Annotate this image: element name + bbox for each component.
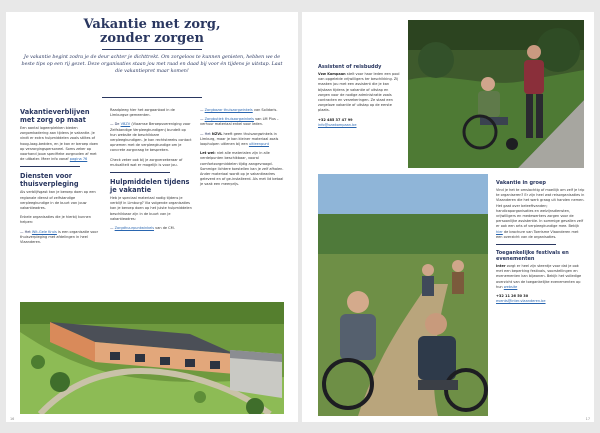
left-page — [6, 12, 298, 422]
link-wit-gele-kruis[interactable]: Wit-Gele Kruis — [31, 229, 57, 234]
heading-vakantieverblijven: Vakantieverblijven met zorg op maat — [20, 108, 90, 124]
heading-festivals: Toegankelijke festivals en evenementen — [496, 250, 569, 263]
text: Vind je het te omslachtig of moeilijk om zelf je trip te organiseren? Er zijn heel wat reisorganisaties in Vlaanderen die het werk graag uit handen nemen. Het gaat over beleeftvanden; handicaporganisaties en welzijnsdiensten, vrijwilligers en medewerkers zorgen voor de persoonlijke assistentie. In sommige gevallen zelf er ook een arts of verpleegkundige mee. Bekijk — [496, 188, 585, 229]
text: Inter — [496, 264, 506, 269]
page-title-line-1: Vakantie met zorg, — [83, 17, 221, 32]
section-right-column — [496, 180, 586, 304]
link-zorgdhuurpuntwinkels[interactable]: Zorgdhuurpuntwinkels — [114, 226, 155, 231]
heading-vakantie-in-groep: Vakantie in groep — [496, 180, 546, 186]
link-vbzv[interactable]: VBZV — [120, 122, 131, 127]
column-3 — [200, 108, 284, 192]
text: Een aantal logeerplekken bieden zorgomkadering aan tijdens je vakantie. Je vindt er extra hulpmiddelen zoals stiltes of hoog-laag-bedden, en je kan er beroep doen op verzorgingspersoneel. Soms zeker op voorhand jouw specifieke zorgnoden af met de uitbater. Meer info vanaf — [20, 126, 99, 162]
page-number: 16 — [10, 417, 15, 421]
paragraph — [496, 188, 586, 240]
paragraph: Als verblijfsgast kan je beroep doen op een regionale dienst of zelfstandige verpleegkundige in de buurt van jouw vakantieadres. — [20, 190, 96, 211]
photo-care-building — [20, 302, 284, 414]
text: (Vlaamse Beroepsvereniging voor Zelfstandige Verpleegkundigen) bundelt op hun website de beschikbare verpleegkundigen. Je kan rechtstreeks contact opnemen met de verpleegkundige om je concrete zorgvraag te bespreken. — [110, 122, 192, 153]
heading-assistent: Assistent of reisbuddy — [318, 64, 382, 70]
title-divider — [102, 49, 202, 50]
paragraph — [200, 151, 284, 187]
paragraph — [200, 132, 284, 148]
intro-text: Je vakantie begint zodra je de deur achter je dichttrekt. Om zorgeloos te kunnen genieten, hebben we de beste tips op een rij gezet. Deze organisaties staan jou met raad en daad bij voor én tijdens je uitstap. Laat die vakantiepret maar komen! — [21, 55, 283, 74]
text: heeft geen thuiszorgwinkels in Limburg, maar je kan kleiner materiaal zoals loophulpen uitlenen bij een — [200, 131, 279, 147]
right-page — [302, 12, 594, 422]
paragraph — [200, 117, 284, 127]
text: NZVL — [211, 131, 223, 136]
paragraph: Check zeker ook bij je zorgverzekeraar of mutualiteit wat er mogelijk is voor jou. — [110, 157, 183, 167]
heading-thuisverpleging: Diensten voor thuisverpleging — [20, 172, 79, 189]
phone-inter: +32 11 26 50 30 — [496, 294, 529, 299]
text: zorgt er heel zijn steentje voor dat je ook met een beperking festivals, voorstellingen en evenementen kan bijwonen. Bekijk het volledige overzicht van de toegankelijke evenementen op hun — [496, 264, 582, 289]
text: — De — [110, 122, 120, 127]
paragraph — [20, 126, 102, 162]
photo-group-wheelchairs-image — [318, 174, 488, 416]
photo-group-wheelchairs — [318, 174, 488, 416]
text: niet alle materialen zijn in alle verdelpunten beschikbaar, vooral comfortzorgmiddelen tijdig aangevraagd. Sommige lichtere toestellen kan je zelf afhalen. Ander materiaal wordt op je vakantieadres geleverd en af ge-installeerd. Als met lid betaal je vaak een meerprijs. — [200, 151, 284, 187]
phone-assistent: +32 485 37 47 99 — [318, 117, 353, 122]
text: stelt voor haar leden een pool van opgeleide vrijwilligers ter beschikking. Zij maaken jou met een assistent die je kan bijstaan tijdens je vakantie of uitstap en zorgen voor de nodige administratie zoals contracten en verzekeringen. Ze staat een zorgeloze vakantie of uitstap op de eerste plaats. — [318, 72, 400, 113]
text: is een organisatie voor thuisverpleging met afdelingen in heel Vlaanderen. — [20, 229, 99, 245]
paragraph: Enkele organisaties die je hierbij kunnen helpen: — [20, 215, 91, 225]
link-hier[interactable]: hier — [496, 229, 503, 234]
text: — Het — [20, 229, 31, 234]
text: — — [200, 108, 204, 112]
photo-care-building-image — [20, 302, 284, 414]
text: — — [110, 226, 114, 231]
column-1 — [20, 108, 102, 249]
link-zorgbutiek[interactable]: Zorgbutiek thuiszorgwinkels — [204, 117, 254, 122]
photo-wheelchair-walk-image — [408, 20, 584, 168]
text: van de CM. — [155, 226, 175, 231]
section-divider — [110, 172, 170, 173]
photo-wheelchair-walk — [408, 20, 584, 168]
email-inter[interactable]: events@inter-vlaanderen.be — [496, 299, 546, 304]
text: van Solidaris. — [253, 108, 278, 112]
heading-hulpmiddelen: Hulpmiddelen tijdens je vakantie — [110, 178, 190, 195]
link-uitleenpunt[interactable]: uitleenpunt — [248, 142, 270, 147]
link-zorgbazar[interactable]: Zorgbazar thuiszorgwinkels — [204, 108, 253, 112]
text: — — [200, 117, 204, 122]
column-2 — [110, 108, 192, 235]
intro-divider — [102, 97, 202, 98]
page-number: 17 — [585, 417, 590, 421]
paragraph — [110, 122, 192, 153]
text: Let wel: — [200, 151, 216, 156]
section-divider — [20, 166, 80, 167]
link-website[interactable]: website — [503, 284, 518, 289]
page-title-line-2: zonder zorgen — [100, 31, 204, 46]
paragraph: Raadpleeg hier het zorgaanbod in de Limburgse gemeenten. — [110, 108, 175, 118]
text: — Het — [200, 131, 211, 136]
link-pagina[interactable]: pagina 76 — [69, 157, 88, 162]
paragraph — [20, 230, 102, 246]
section-divider — [496, 244, 556, 245]
paragraph — [110, 226, 192, 231]
paragraph — [318, 72, 400, 114]
paragraph — [496, 264, 586, 290]
text: de brochure van Toerisme Vlaanderen met een overzicht van de organisaties. — [496, 229, 579, 239]
paragraph: Heb je speciaal materiaal nodig tijdens je verblijf in Limburg? Via volgende organisaties kan je beroep doen op het juiste hulpmiddelen beschikbaar zijn in de buurt van je vakantieadres: — [110, 196, 192, 221]
email-assistent[interactable]: info@vzwkompaan.be — [318, 122, 357, 127]
text: Vzw Kompaan — [318, 72, 346, 76]
paragraph — [200, 108, 284, 113]
text: van LM Plus – verhuur materiaal enkel voor leden. — [200, 117, 279, 127]
section-assistent — [318, 64, 400, 128]
